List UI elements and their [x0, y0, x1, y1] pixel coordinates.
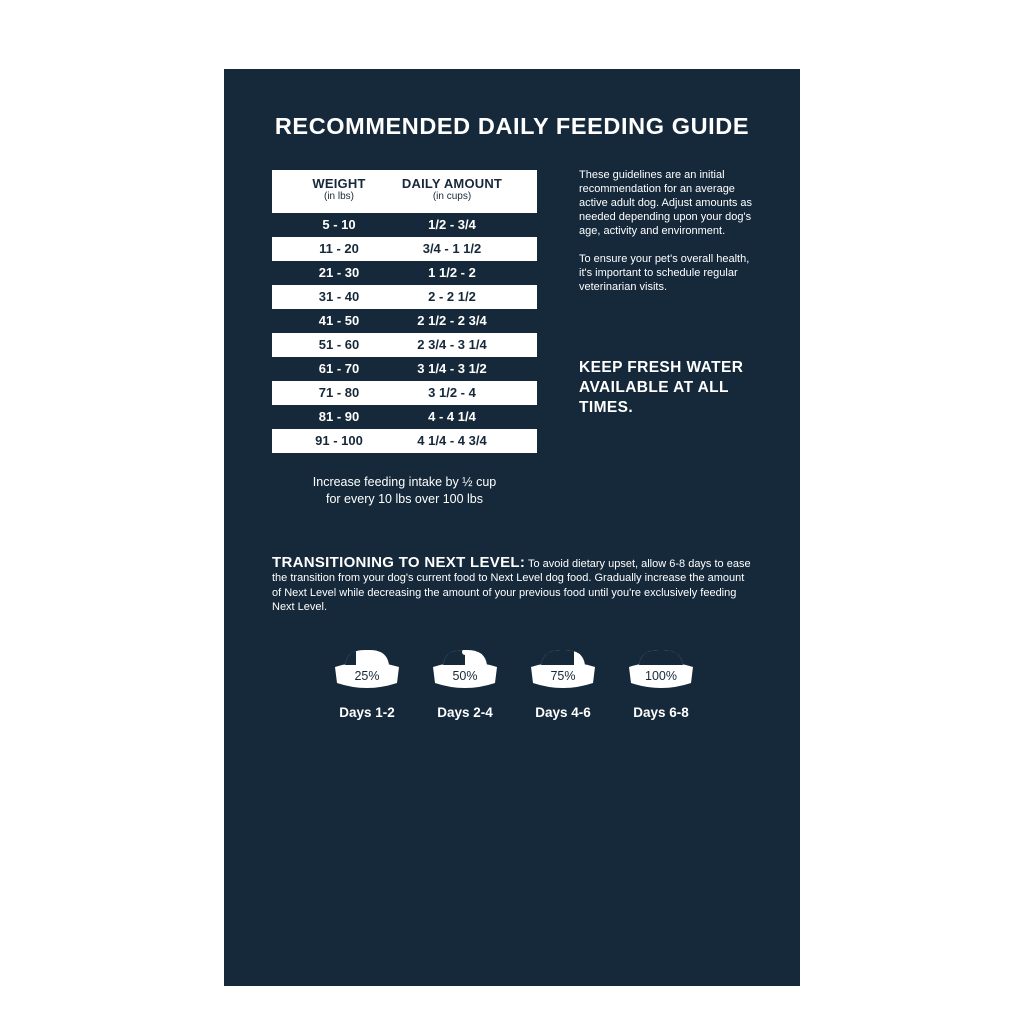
weight-header-unit: (in lbs) — [323, 191, 354, 202]
weight-cell: 81 - 90 — [318, 409, 360, 424]
bowl-item — [327, 643, 407, 723]
table-row — [272, 309, 537, 333]
amount-cell: 1/2 - 3/4 — [428, 217, 476, 232]
kibble-shape — [462, 649, 468, 655]
kibble-shape — [348, 649, 354, 655]
kibble-shape — [650, 650, 656, 656]
table-row — [272, 285, 537, 309]
food-fill-shape — [443, 647, 465, 667]
kibble-shape — [364, 649, 370, 655]
weight-cell: 21 - 30 — [318, 265, 360, 280]
transition-bowls — [327, 643, 707, 723]
kibble-shape — [372, 650, 378, 656]
amount-cell: 2 - 2 1/2 — [428, 289, 476, 304]
weight-cell: 31 - 40 — [318, 289, 360, 304]
kibble-shape — [470, 650, 476, 656]
kibble-shape — [552, 650, 558, 656]
transition-body: To avoid dietary upset, allow 6-8 days to ease the transition from your dog's current food to Next Level dog food. Gradually increase the amount of Next Level while decreasing the amount of your previous food until you're exclusively feeding Next Level. — [272, 558, 751, 613]
dog-bowl-icon — [331, 643, 403, 693]
table-row — [272, 237, 537, 261]
amount-cell: 4 - 4 1/4 — [428, 409, 476, 424]
guidelines-paragraph-2: To ensure your pet's overall health, it's important to schedule regular veterinarian visits. — [579, 253, 750, 293]
kibble-shape — [568, 650, 574, 656]
food-fill-shape — [345, 647, 356, 667]
kibble-shape — [544, 649, 550, 655]
increase-note — [272, 474, 537, 508]
kibble-shape — [674, 649, 680, 655]
bowl-days: Days 1-2 — [339, 705, 395, 720]
bowl-percent: 75% — [550, 669, 576, 683]
bowl-item — [621, 643, 701, 723]
table-row — [272, 333, 537, 357]
guidelines-text — [579, 168, 759, 308]
transition-heading: TRANSITIONING TO NEXT LEVEL: — [272, 554, 526, 571]
weight-cell: 5 - 10 — [322, 217, 356, 232]
kibble-shape — [560, 649, 566, 655]
amount-header-label: DAILY AMOUNT — [401, 176, 503, 191]
guidelines-paragraph-1: These guidelines are an initial recommendation for an average active adult dog. Adjust amounts as needed depending upon your dog's age, activity and environment. — [579, 169, 753, 237]
page-title: RECOMMENDED DAILY FEEDING GUIDE — [274, 113, 750, 139]
bowl-percent: 50% — [452, 669, 478, 683]
amount-cell: 4 1/4 - 4 3/4 — [417, 433, 487, 448]
kibble-shape — [658, 649, 664, 655]
increase-note-line-2: for every 10 lbs over 100 lbs — [325, 492, 484, 506]
dog-bowl-icon — [625, 643, 697, 693]
table-row — [272, 405, 537, 429]
weight-cell: 51 - 60 — [318, 337, 360, 352]
kibble-shape — [454, 650, 460, 656]
amount-cell: 3/4 - 1 1/2 — [422, 241, 482, 256]
kibble-shape — [380, 649, 386, 655]
kibble-shape — [666, 650, 672, 656]
amount-header-unit: (in cups) — [432, 191, 472, 202]
weight-header-label: WEIGHT — [312, 176, 366, 191]
weight-cell: 11 - 20 — [319, 241, 359, 256]
table-row — [272, 381, 537, 405]
amount-cell: 3 1/4 - 3 1/2 — [417, 361, 487, 376]
water-note: KEEP FRESH WATER AVAILABLE AT ALL TIMES. — [579, 359, 744, 416]
weight-column-header — [272, 177, 406, 203]
amount-cell: 1 1/2 - 2 — [428, 265, 476, 280]
bowl-percent: 100% — [645, 669, 677, 683]
amount-column-header — [388, 177, 516, 203]
weight-cell: 71 - 80 — [318, 385, 360, 400]
weight-cell: 61 - 70 — [318, 361, 360, 376]
weight-cell: 91 - 100 — [315, 433, 363, 448]
table-row — [272, 429, 537, 453]
bowl-item — [523, 643, 603, 723]
table-row — [272, 213, 537, 237]
bowl-percent: 25% — [354, 669, 380, 683]
weight-cell: 41 - 50 — [318, 313, 360, 328]
dog-bowl-icon — [429, 643, 501, 693]
table-header — [272, 170, 537, 213]
table-row — [272, 357, 537, 381]
bowl-days: Days 2-4 — [437, 705, 493, 720]
transition-section — [272, 556, 752, 614]
kibble-shape — [356, 650, 362, 656]
feeding-guide-panel — [224, 69, 800, 986]
amount-cell: 2 3/4 - 3 1/4 — [417, 337, 487, 352]
amount-cell: 2 1/2 - 2 3/4 — [417, 313, 487, 328]
kibble-shape — [576, 649, 582, 655]
dog-bowl-icon — [527, 643, 599, 693]
feeding-table — [272, 170, 537, 453]
bowl-item — [425, 643, 505, 723]
increase-note-line-1: Increase feeding intake by ½ cup — [312, 475, 497, 489]
bowl-days: Days 4-6 — [535, 705, 591, 720]
kibble-shape — [478, 649, 484, 655]
table-row — [272, 261, 537, 285]
kibble-shape — [642, 649, 648, 655]
bowl-days: Days 6-8 — [633, 705, 689, 720]
amount-cell: 3 1/2 - 4 — [428, 385, 476, 400]
food-fill-shape — [541, 647, 574, 667]
kibble-shape — [446, 649, 452, 655]
